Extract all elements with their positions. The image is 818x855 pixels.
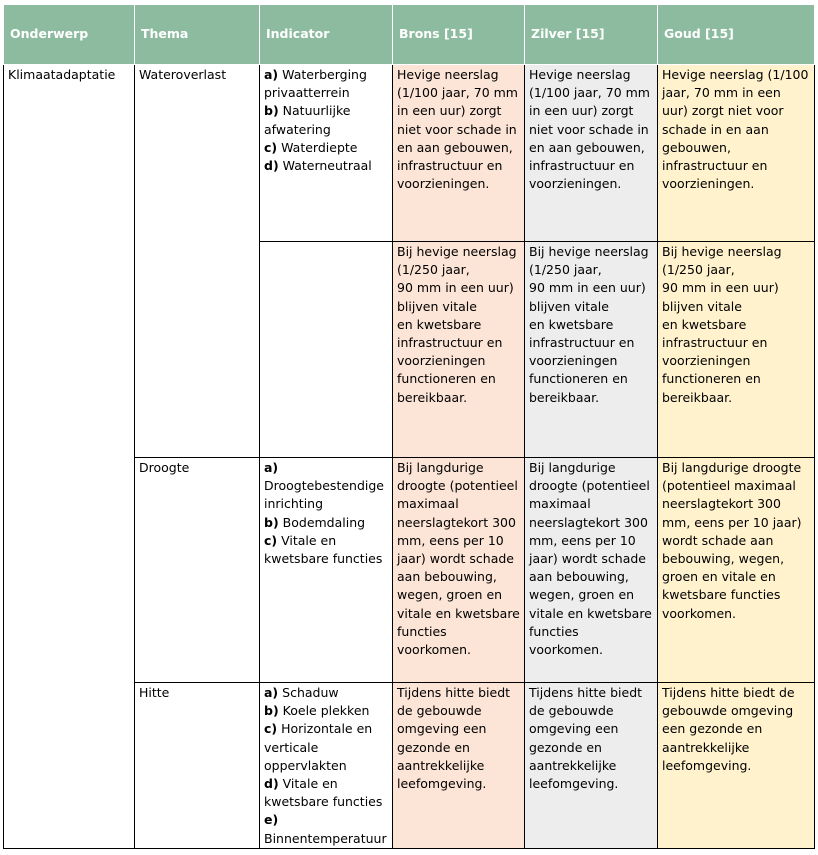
zilver-cell: Hevige neerslag (1/100 jaar, 70 mm in een uur) zorgt niet voor schade in en aan gebouwen, infrastructuur en voorzieningen.	[525, 65, 658, 242]
goud-cell: Bij hevige neerslag (1/250 jaar, 90 mm in een uur) blijven vitale en kwetsbare infrastructuur en voorzieningen functioneren en bereikbaar.	[658, 242, 815, 458]
indicator-item: c) Vitale en kwetsbare functies	[264, 532, 383, 567]
header-onderwerp: Onderwerp	[4, 5, 135, 65]
indicator-cell-wateroverlast	[260, 65, 393, 242]
zilver-cell: Tijdens hitte biedt de gebouwde omgeving een gezonde en aantrekkelijke leefomgeving.	[525, 683, 658, 849]
goud-cell: Tijdens hitte biedt de gebouwde omgeving een gezonde en aantrekkelijke leefomgeving.	[658, 683, 815, 849]
indicator-cell-droogte	[260, 458, 393, 683]
header-indicator: Indicator	[260, 5, 393, 65]
thema-cell-wateroverlast: Wateroverlast	[135, 65, 260, 458]
indicator-item: a)	[264, 460, 279, 475]
brons-cell: Bij hevige neerslag (1/250 jaar, 90 mm in een uur) blijven vitale en kwetsbare infrastructuur en voorzieningen functioneren en bereikbaar.	[393, 242, 525, 458]
onderwerp-cell: Klimaatadaptatie	[4, 65, 135, 849]
indicator-item: Droogtebestendige inrichting	[264, 478, 384, 512]
brons-cell: Tijdens hitte biedt de gebouwde omgeving een gezonde en aantrekkelijke leefomgeving.	[393, 683, 525, 849]
header-zilver: Zilver [15]	[525, 5, 658, 65]
thema-cell-droogte: Droogte	[135, 458, 260, 683]
indicator-item: a) Waterberging privaatterrein	[264, 67, 367, 101]
thema-cell-hitte: Hitte	[135, 683, 260, 849]
table-row	[4, 65, 815, 242]
zilver-cell: Bij langdurige droogte (potentieel maximaal neerslagtekort 300 mm, eens per 10 jaar) wordt schade aan bebouwing, wegen, groen en vitale en kwetsbare functies voorkomen.	[525, 458, 658, 683]
header-row	[4, 5, 815, 65]
header-thema: Thema	[135, 5, 260, 65]
indicator-item: d) Vitale en kwetsbare functies	[264, 776, 383, 810]
indicator-item: c) Horizontale en verticale oppervlakten	[264, 721, 373, 773]
indicator-cell-empty	[260, 242, 393, 458]
indicator-item: Binnentemperatuur	[264, 830, 387, 846]
brons-cell: Bij langdurige droogte (potentieel maximaal neerslagtekort 300 mm, eens per 10 jaar) wordt schade aan bebouwing, wegen, groen en vitale en kwetsbare functies voorkomen.	[393, 458, 525, 683]
klimaatadaptatie-table	[3, 4, 815, 849]
indicator-item: b) Koele plekken	[264, 703, 370, 719]
indicator-item: d) Waterneutraal	[264, 158, 372, 174]
header-goud: Goud [15]	[658, 5, 815, 65]
brons-cell: Hevige neerslag (1/100 jaar, 70 mm in een uur) zorgt niet voor schade in en aan gebouwen, infrastructuur en voorzieningen.	[393, 65, 525, 242]
indicator-item: a) Schaduw	[264, 685, 339, 700]
indicator-item: b) Bodemdaling	[264, 514, 366, 530]
indicator-item: c) Waterdiepte	[264, 139, 358, 155]
goud-cell: Hevige neerslag (1/100 jaar, 70 mm in een uur) zorgt niet voor schade in en aan gebouwen, infrastructuur en voorzieningen.	[658, 65, 815, 242]
indicator-cell-hitte	[260, 683, 393, 849]
goud-cell: Bij langdurige droogte (potentieel maximaal neerslagtekort 300 mm, eens per 10 jaar) wordt schade aan bebouwing, wegen, groen en vitale en kwetsbare functies voorkomen.	[658, 458, 815, 683]
header-brons: Brons [15]	[393, 5, 525, 65]
indicator-item: b) Natuurlijke afwatering	[264, 103, 351, 137]
zilver-cell: Bij hevige neerslag (1/250 jaar, 90 mm in een uur) blijven vitale en kwetsbare infrastructuur en voorzieningen functioneren en bereikbaar.	[525, 242, 658, 458]
indicator-item: e)	[264, 812, 279, 828]
